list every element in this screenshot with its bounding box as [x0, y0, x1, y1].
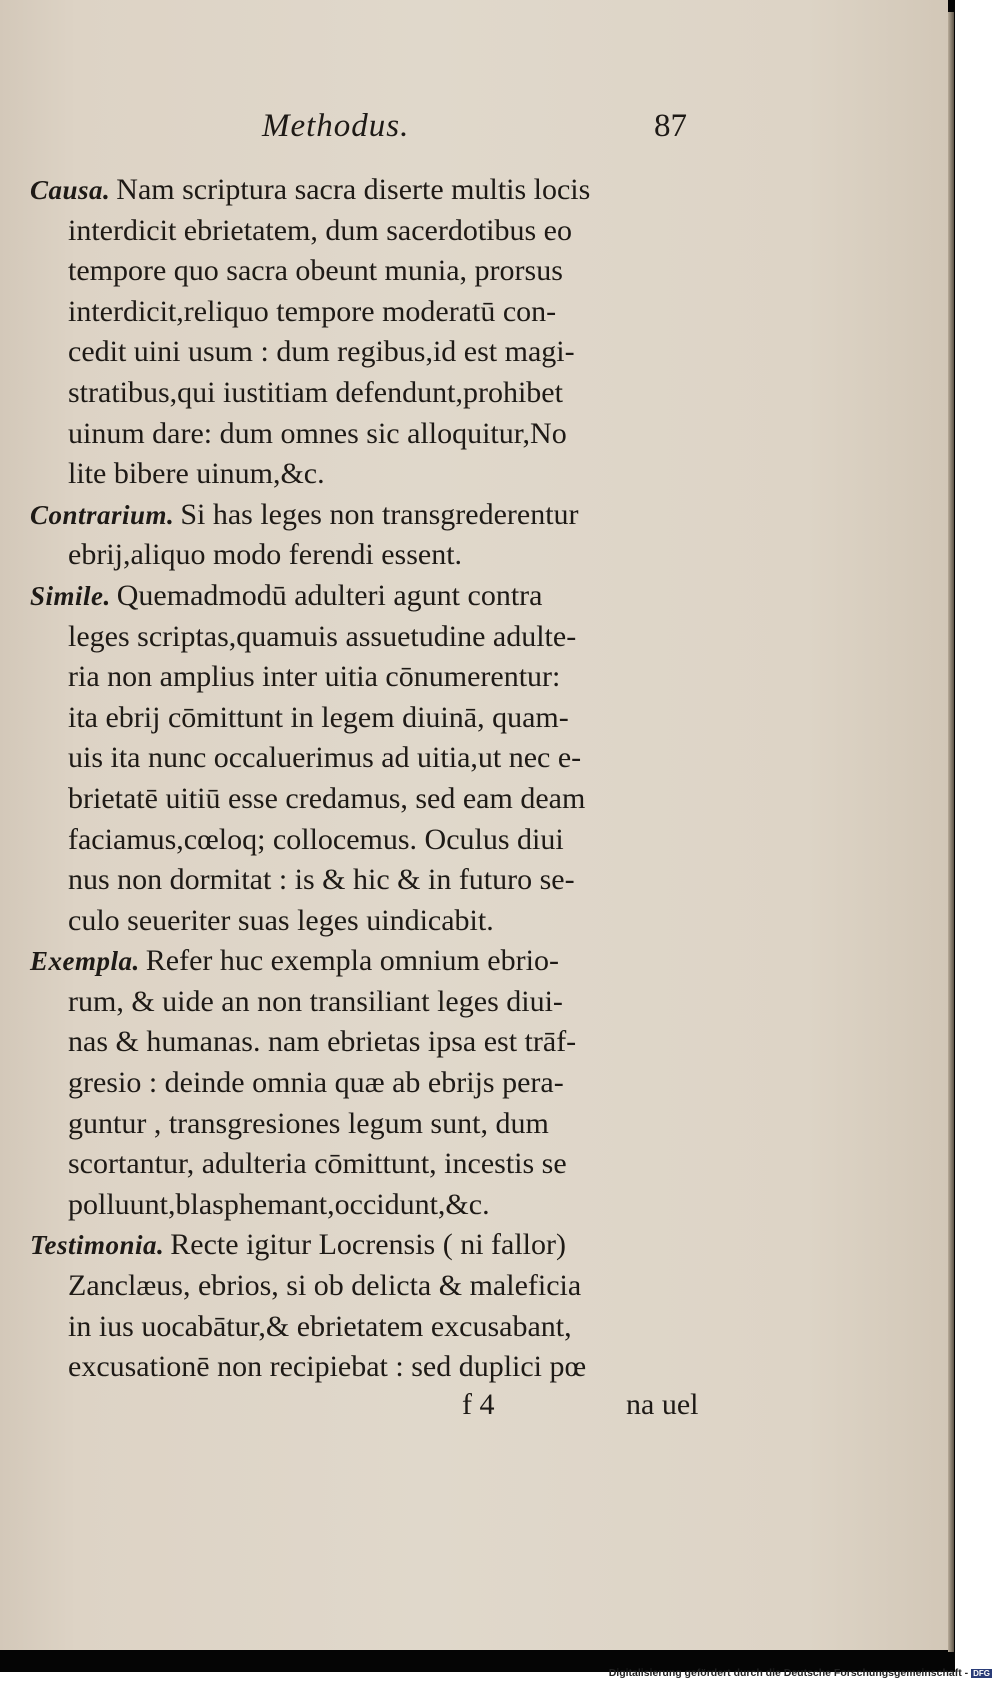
footer-credit-text: Digitalisierung gefördert durch die Deutsche Forschungsgemeinschaft - [608, 1667, 969, 1679]
text-line [30, 211, 720, 252]
line-text: ebrij,aliquo modo ferendi essent. [68, 538, 463, 572]
line-text: excusationē non recipiebat : sed duplici pœ [68, 1350, 587, 1384]
text-line [30, 170, 720, 211]
text-line [30, 1266, 720, 1307]
line-text: culo seueriter suas leges uindicabit. [68, 903, 494, 937]
text-line [30, 657, 720, 698]
text-block [30, 108, 720, 1432]
text-line [30, 373, 720, 414]
text-line [30, 779, 720, 820]
entry [30, 941, 720, 1225]
text-line [30, 1104, 720, 1145]
text-line [30, 1185, 720, 1226]
text-line [30, 820, 720, 861]
text-line [30, 1307, 720, 1348]
text-line [30, 292, 720, 333]
entry [30, 576, 720, 941]
line-text: uis ita nunc occaluerimus ad uitia,ut nec e- [68, 741, 582, 775]
line-text: rum, & uide an non transiliant leges diui- [68, 984, 563, 1018]
text-line [30, 535, 720, 576]
text-line [30, 738, 720, 779]
signature-mark: f 4 [462, 1387, 495, 1421]
marginal-note: Simile. [30, 580, 111, 611]
marginal-note: Contrarium. [30, 499, 175, 530]
text-line [30, 860, 720, 901]
line-text: nus non dormitat : is & hic & in futuro se- [68, 863, 575, 897]
text-line [30, 576, 720, 617]
entry [30, 1225, 720, 1387]
running-title: Methodus. [262, 108, 410, 144]
entries [30, 170, 720, 1388]
line-text: cedit uini usum : dum regibus,id est magi- [68, 335, 575, 369]
marginal-note: Exempla. [30, 946, 140, 977]
text-line [30, 1144, 720, 1185]
line-text: ria non amplius inter uitia cōnumerentur: [68, 660, 561, 694]
marginal-note: Testimonia. [30, 1230, 165, 1261]
line-text: Recte igitur Locrensis ( ni fallor) [170, 1228, 566, 1262]
running-head [30, 108, 720, 170]
entry [30, 170, 720, 495]
text-line [30, 414, 720, 455]
line-text: scortantur, adulteria cōmittunt, incestis se [68, 1147, 567, 1181]
text-line [30, 1063, 720, 1104]
footer-credit [609, 1667, 992, 1679]
line-text: lite bibere uinum,&c. [68, 457, 325, 491]
line-text: Nam scriptura sacra diserte multis locis [116, 173, 591, 206]
line-text: interdicit,reliquo tempore moderatū con- [68, 294, 557, 328]
line-text: leges scriptas,quamuis assuetudine adulte- [68, 619, 577, 653]
line-text: Si has leges non transgrederentur [180, 497, 579, 531]
line-text: gresio : deinde omnia quæ ab ebrijs pera- [68, 1066, 564, 1100]
text-line [30, 982, 720, 1023]
line-text: Quemadmodū adulteri agunt contra [116, 578, 543, 612]
text-line [30, 1022, 720, 1063]
line-text: stratibus,qui iustitiam defendunt,prohibet [68, 375, 563, 409]
text-line [30, 617, 720, 658]
text-line [30, 495, 720, 536]
text-line [30, 251, 720, 292]
text-line [30, 941, 720, 982]
catchwords [30, 1388, 720, 1432]
text-line [30, 1347, 720, 1388]
text-line [30, 901, 720, 942]
line-text: faciamus,cœloq; collocemus. Oculus diui [68, 822, 564, 856]
marginal-note: Causa. [30, 175, 111, 205]
line-text: Refer huc exempla omnium ebrio- [145, 944, 559, 978]
line-text: interdicit ebrietatem, dum sacerdotibus eo [68, 213, 572, 247]
line-text: uinum dare: dum omnes sic alloquitur,No [68, 416, 567, 450]
line-text: tempore quo sacra obeunt munia, prorsus [68, 254, 563, 288]
entry [30, 495, 720, 576]
dfg-logo: DFG [973, 1668, 990, 1678]
line-text: Zanclæus, ebrios, si ob delicta & maleficia [68, 1269, 582, 1303]
line-text: guntur , transgresiones legum sunt, dum [68, 1106, 549, 1140]
page-number: 87 [654, 108, 687, 144]
catchword: na uel [626, 1387, 699, 1421]
line-text: polluunt,blasphemant,occidunt,&c. [68, 1187, 490, 1221]
text-line [30, 1225, 720, 1266]
text-line [30, 698, 720, 739]
line-text: brietatē uitiū esse credamus, sed eam deam [68, 781, 586, 815]
page-edge [948, 12, 954, 1652]
line-text: ita ebrij cōmittunt in legem diuinā, quam- [68, 700, 569, 734]
text-line [30, 454, 720, 495]
line-text: in ius uocabātur,& ebrietatem excusabant, [68, 1309, 572, 1343]
text-line [30, 332, 720, 373]
line-text: nas & humanas. nam ebrietas ipsa est trāf- [68, 1025, 577, 1059]
